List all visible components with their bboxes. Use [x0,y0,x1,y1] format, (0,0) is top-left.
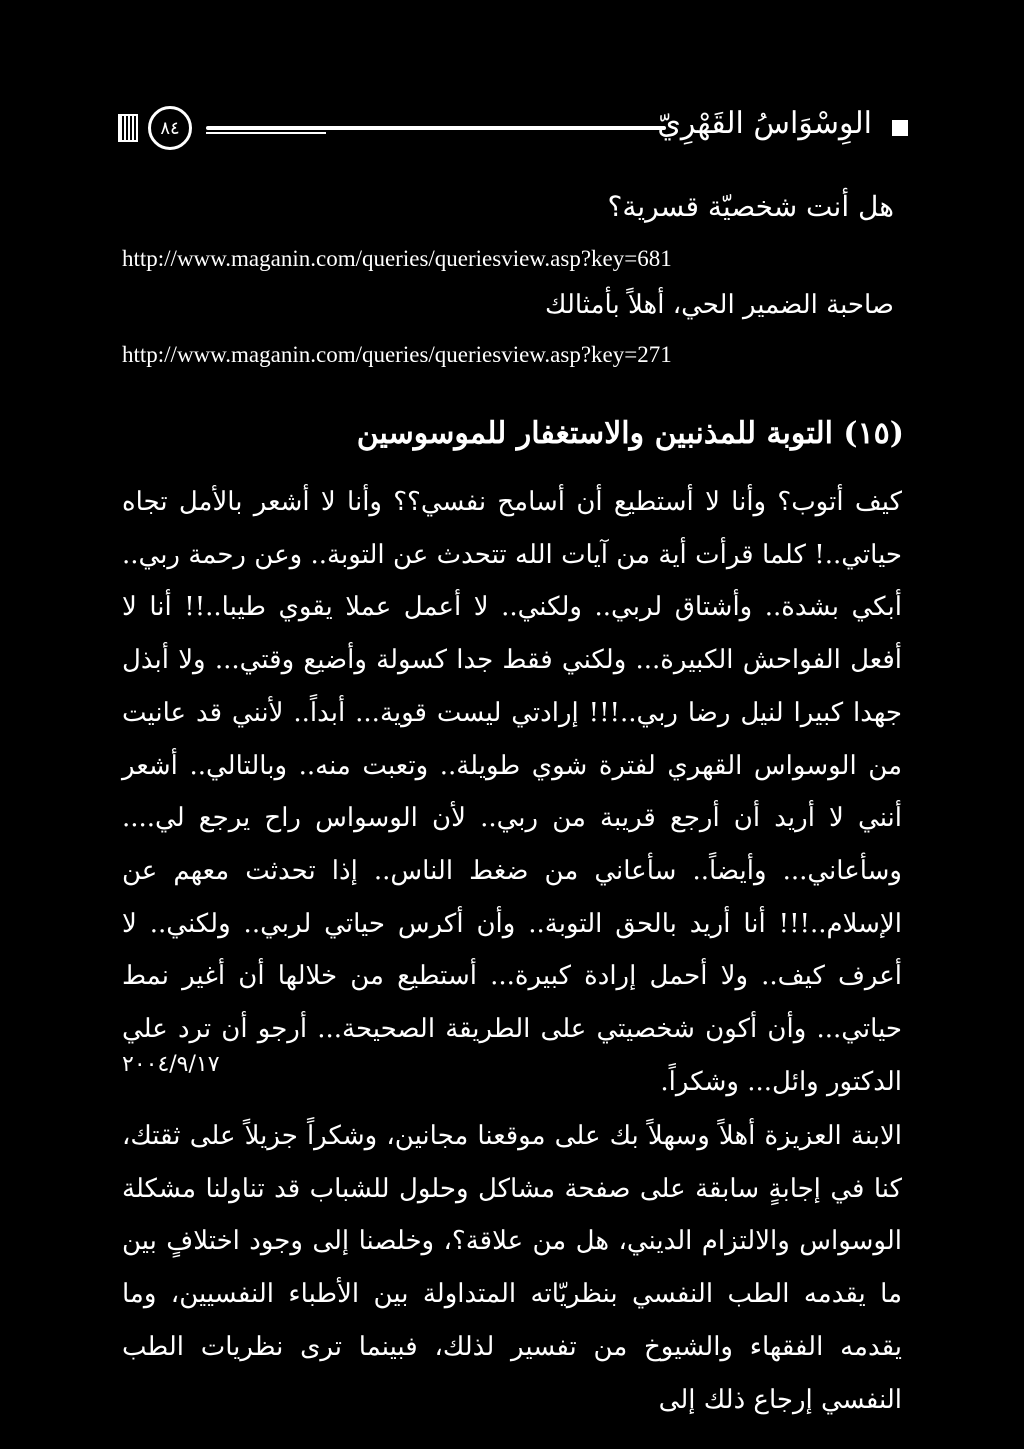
square-bullet-icon [892,120,908,136]
ornament-icon [118,114,138,142]
question-paragraph: كيف أتوب؟ وأنا لا أستطيع أن أسامح نفسي؟؟ وأنا لا أشعر بالأمل تجاه حياتي..! كلما قرأت أية من آيات الله تتحدث عن التوبة.. وعن رحمة ربي.. أبكي بشدة.. وأشتاق لربي.. ولكني.. لا أعمل عملا يقوي طيبا..!! أنا لا أفعل الفواحش الكبيرة... ولكني فقط جدا كسولة وأضيع وقتي... ولا أبذل جهدا كبيرا لنيل رضا ربي..!!! إرادتي ليست قوية... أبداً.. لأنني قد عانيت من الوسواس القهري لفترة شوي طويلة.. وتعبت منه.. وبالتالي.. أشعر أنني لا أريد أن أرجع قريبة من ربي.. لأن الوسواس راح يرجع لي.... وسأعاني... وأيضاً.. سأعاني من ضغط الناس.. إذا تحدثت معهم عن الإسلام..!!! أنا أريد بالحق التوبة.. وأن أكرس حياتي لربي.. ولكني.. لا أعرف كيف.. ولا أحمل إرادة كبيرة... أستطيع من خلالها أن أغير نمط حياتي... وأن أكون شخصيتي على الطريقة الصحيحة... أرجو أن ترد علي الدكتور وائل... وشكراً. [122,487,902,1097]
question-date: ٢٠٠٤/٩/١٧ [122,1052,220,1077]
answer-paragraph: الابنة العزيزة أهلاً وسهلاً بك على موقعنا مجانين، وشكراً جزيلاً على ثقتك، كنا في إجابةٍ سابقة على صفحة مشاكل وحلول للشباب قد تناولنا مشكلة الوسواس والالتزام الديني، هل من علاقة؟، وخلصنا إلى وجود اختلافٍ بين ما يقدمه الطب النفسي بنظريّاته المتداولة بين الأطباء النفسيين، وما يقدمه الفقهاء والشيوخ من تفسير لذلك، فبينما ترى نظريات الطب النفسي إرجاع ذلك إلى [122,1121,902,1415]
header-divider [206,126,666,130]
question-title-2: صاحبة الضمير الحي، أهلاً بأمثالك [545,290,894,320]
book-title: الوِسْوَاسُ القَهْرِيّ [657,106,872,141]
question-url-1[interactable]: http://www.maganin.com/queries/queriesview.asp?key=681 [122,246,672,271]
question-url-2[interactable]: http://www.maganin.com/queries/queriesview.asp?key=271 [122,342,672,367]
page-number-badge [118,104,208,152]
page-header [118,104,908,152]
answer-body [122,1110,902,1440]
page-number: ٨٤ [148,106,192,150]
question-title-1: هل أنت شخصيّة قسرية؟ [607,190,894,223]
section-heading: (١٥) التوبة للمذنبين والاستغفار للموسوسين [356,416,904,451]
